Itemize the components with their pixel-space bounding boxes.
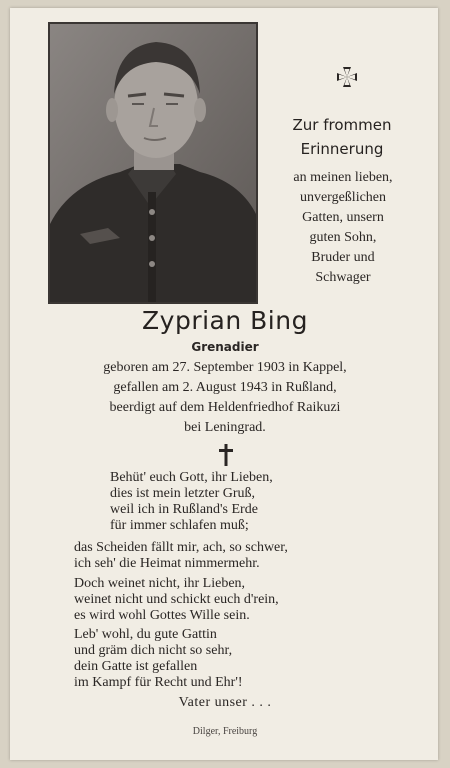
heading-line-2: Erinnerung: [300, 140, 384, 158]
dedication-text: [268, 168, 418, 288]
dedication-line: Schwager: [315, 270, 371, 285]
dedication-line: guten Sohn,: [309, 230, 377, 245]
portrait-photo: [48, 22, 258, 304]
dedication-line: Bruder und: [311, 250, 375, 265]
poem-line: weil ich in Rußland's Erde: [110, 502, 258, 517]
poem-stanza-4: [74, 627, 243, 691]
heading-line-1: Zur frommen: [292, 116, 392, 134]
poem-line: und gräm dich nicht so sehr,: [74, 643, 233, 658]
fact-line: gefallen am 2. August 1943 in Rußland,: [113, 380, 337, 395]
poem-line: im Kampf für Recht und Ehr'!: [74, 675, 243, 690]
poem-line: Behüt' euch Gott, ihr Lieben,: [110, 470, 273, 485]
poem-stanza-1: [110, 470, 273, 534]
deceased-name: Zyprian Bing: [142, 306, 308, 335]
printer-imprint: Dilger, Freiburg: [192, 726, 258, 737]
poem-line: dein Gatte ist gefallen: [74, 659, 198, 674]
poem-line: Leb' wohl, du gute Gattin: [74, 627, 217, 642]
poem-line: es wird wohl Gottes Wille sein.: [74, 608, 250, 623]
poem-line: dies ist mein letzter Gruß,: [110, 486, 256, 501]
dedication-line: an meinen lieben,: [293, 170, 393, 185]
poem-line: Doch weinet nicht, ihr Lieben,: [74, 576, 246, 591]
poem-line: für immer schlafen muß;: [110, 518, 249, 533]
dedication-line: unvergeßlichen: [299, 190, 387, 205]
closing-prayer: Vater unser . . .: [178, 695, 272, 710]
poem-line: weinet nicht und schickt euch d'rein,: [74, 592, 279, 607]
poem-stanza-3: [74, 576, 279, 624]
military-rank: Grenadier: [191, 340, 259, 354]
iron-cross-icon: [336, 66, 358, 88]
fact-line: bei Leningrad.: [184, 420, 266, 435]
poem-line: ich seh' die Heimat nimmermehr.: [74, 556, 260, 571]
latin-cross-icon: [218, 443, 234, 467]
dedication-line: Gatten, unsern: [302, 210, 384, 225]
poem-line: das Scheiden fällt mir, ach, so schwer,: [74, 540, 288, 555]
fact-line: beerdigt auf dem Heldenfriedhof Raikuzi: [109, 400, 341, 415]
poem-stanza-2: [74, 540, 288, 572]
fact-line: geboren am 27. September 1903 in Kappel,: [103, 360, 347, 375]
life-facts: [0, 358, 450, 438]
